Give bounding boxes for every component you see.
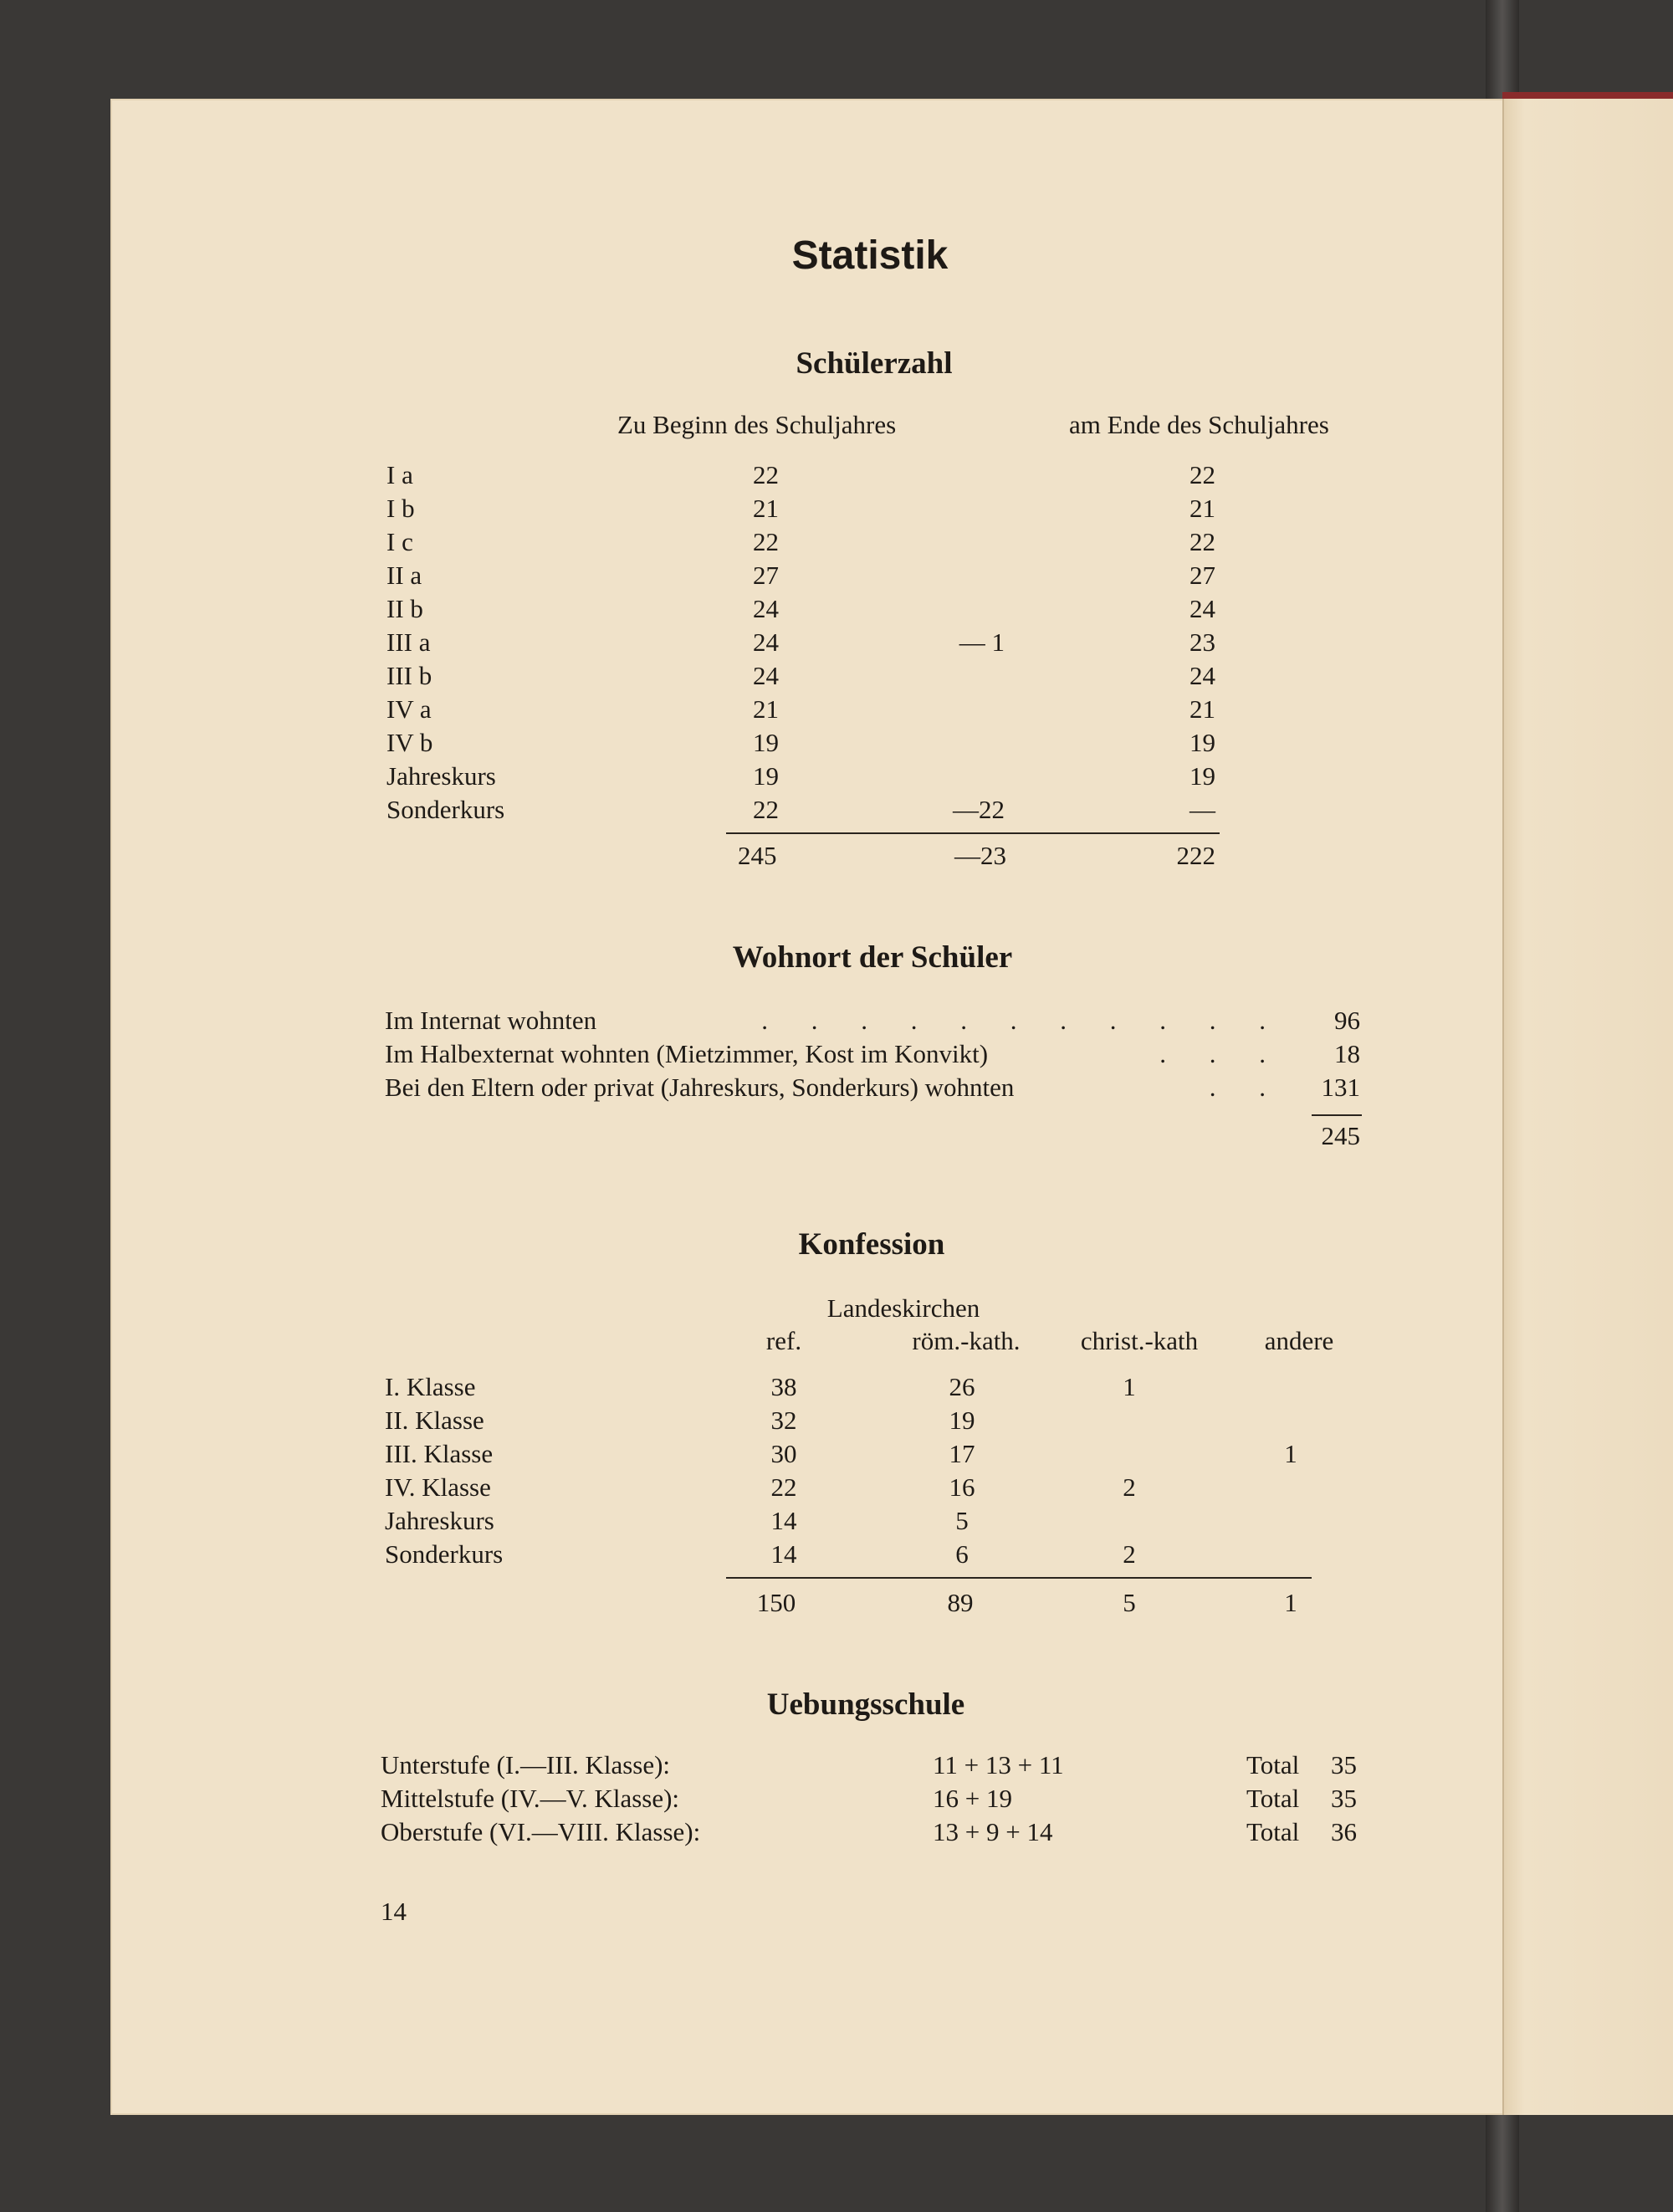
section-heading-uebungsschule: Uebungsschule	[766, 1687, 965, 1722]
table-row-label: II. Klasse	[385, 1406, 484, 1435]
table-row-label: I b	[386, 494, 415, 523]
list-item-total-label: Total	[1246, 1784, 1300, 1813]
table-cell-ref: 32	[770, 1406, 797, 1435]
column-header-ref: ref.	[765, 1326, 802, 1355]
table-cell-end: 21	[1190, 694, 1215, 724]
table-row-label: I c	[386, 527, 413, 556]
total-rk: 89	[947, 1588, 974, 1617]
table-cell-start: 24	[753, 627, 779, 657]
list-item-label: Bei den Eltern oder privat (Jahreskurs, Sonderkurs) wohnten	[385, 1073, 1015, 1102]
table-cell-start: 22	[753, 795, 779, 824]
list-item-label: Oberstufe (VI.—VIII. Klasse):	[381, 1817, 701, 1846]
list-item-formula: 13 + 9 + 14	[933, 1817, 1053, 1846]
total-change: —23	[954, 841, 1006, 870]
list-item-formula: 16 + 19	[933, 1784, 1012, 1813]
table-cell-start: 22	[753, 527, 779, 556]
table-cell-ref: 38	[770, 1372, 797, 1401]
list-item-value: 96	[1334, 1006, 1360, 1035]
sum-rule	[726, 832, 1220, 834]
list-item-total: 35	[1331, 1750, 1357, 1779]
table-row-label: I a	[386, 460, 413, 489]
table-cell-rk: 5	[955, 1506, 969, 1535]
document-page	[110, 99, 1532, 2115]
total-andere: 1	[1284, 1588, 1297, 1617]
table-cell-start: 22	[753, 460, 779, 489]
table-cell-end: 24	[1190, 594, 1215, 623]
total-value: 245	[1321, 1121, 1360, 1150]
table-row-label: Jahreskurs	[386, 761, 496, 791]
table-cell-end: 22	[1190, 527, 1215, 556]
table-cell-start: 27	[753, 561, 779, 590]
sum-rule	[726, 1577, 1312, 1579]
total-start: 245	[738, 841, 777, 870]
list-item-total-label: Total	[1246, 1750, 1300, 1779]
column-header-start: Zu Beginn des Schuljahres	[617, 410, 897, 439]
table-row-label: IV b	[386, 728, 433, 757]
table-cell-change: —22	[953, 795, 1005, 824]
table-cell-rk: 6	[955, 1539, 969, 1569]
table-cell-rk: 16	[949, 1472, 975, 1502]
table-cell-start: 21	[753, 694, 779, 724]
table-cell-change: — 1	[959, 627, 1005, 657]
table-cell-end: 23	[1190, 627, 1215, 657]
table-cell-start: 24	[753, 661, 779, 690]
list-item-total-label: Total	[1246, 1817, 1300, 1846]
list-item-dots: . . . . . . . . . . .	[761, 1006, 1284, 1035]
total-end: 222	[1176, 841, 1215, 870]
list-item-total: 36	[1331, 1817, 1357, 1846]
table-row-label: IV a	[386, 694, 432, 724]
table-row-label: III a	[386, 627, 431, 657]
table-cell-ref: 22	[770, 1472, 797, 1502]
table-cell-start: 19	[753, 728, 779, 757]
table-cell-ref: 14	[770, 1506, 797, 1535]
group-header: Landeskirchen	[826, 1293, 980, 1323]
total-ck: 5	[1123, 1588, 1136, 1617]
table-row-label: III. Klasse	[385, 1439, 494, 1468]
table-cell-end: —	[1190, 795, 1215, 824]
table-cell-end: 24	[1190, 661, 1215, 690]
page-title: Statistik	[791, 233, 949, 278]
table-row-label: IV. Klasse	[385, 1472, 491, 1502]
list-item-label: Mittelstufe (IV.—V. Klasse):	[381, 1784, 680, 1813]
table-cell-end: 27	[1190, 561, 1215, 590]
table-cell-rk: 26	[949, 1372, 975, 1401]
table-cell-start: 21	[753, 494, 779, 523]
table-cell-end: 22	[1190, 460, 1215, 489]
table-row-label: Sonderkurs	[386, 795, 505, 824]
table-cell-rk: 19	[949, 1406, 975, 1435]
list-item-value: 18	[1334, 1039, 1360, 1068]
table-row-label: I. Klasse	[385, 1372, 476, 1401]
table-cell-end: 21	[1190, 494, 1215, 523]
table-cell-end: 19	[1190, 728, 1215, 757]
table-row-label: III b	[386, 661, 432, 690]
table-row-label: Jahreskurs	[385, 1506, 494, 1535]
list-item-formula: 11 + 13 + 11	[933, 1750, 1064, 1779]
table-cell-ref: 14	[770, 1539, 797, 1569]
table-cell-ck: 1	[1123, 1372, 1136, 1401]
page-number: 14	[381, 1897, 407, 1926]
table-cell-start: 24	[753, 594, 779, 623]
table-cell-ck: 2	[1123, 1539, 1136, 1569]
table-row-label: II b	[386, 594, 423, 623]
column-header-end: am Ende des Schuljahres	[1069, 410, 1329, 439]
sum-rule	[1312, 1114, 1362, 1116]
table-cell-rk: 17	[949, 1439, 975, 1468]
list-item-value: 131	[1321, 1073, 1360, 1102]
table-cell-ref: 30	[770, 1439, 797, 1468]
table-row-label: Sonderkurs	[385, 1539, 504, 1569]
column-header-andere: andere	[1264, 1326, 1334, 1355]
table-cell-end: 19	[1190, 761, 1215, 791]
table-row-label: II a	[386, 561, 422, 590]
column-header-ck: christ.-kath	[1080, 1326, 1199, 1355]
section-heading-wohnort: Wohnort der Schüler	[732, 940, 1013, 975]
section-heading-konfession: Konfession	[798, 1227, 945, 1262]
list-item-total: 35	[1331, 1784, 1357, 1813]
column-header-rk: röm.-kath.	[912, 1326, 1021, 1355]
total-ref: 150	[756, 1588, 796, 1617]
table-cell-ck: 2	[1123, 1472, 1136, 1502]
next-page-edge	[1502, 99, 1673, 2115]
table-cell-andere: 1	[1284, 1439, 1297, 1468]
list-item-label: Im Internat wohnten	[385, 1006, 597, 1035]
list-item-label: Im Halbexternat wohnten (Mietzimmer, Kost im Konvikt)	[385, 1039, 989, 1068]
table-cell-start: 19	[753, 761, 779, 791]
list-item-label: Unterstufe (I.—III. Klasse):	[381, 1750, 671, 1779]
list-item-dots: . . .	[1159, 1039, 1284, 1068]
section-heading-schuelerzahl: Schülerzahl	[796, 346, 953, 381]
list-item-dots: . .	[1209, 1073, 1284, 1102]
